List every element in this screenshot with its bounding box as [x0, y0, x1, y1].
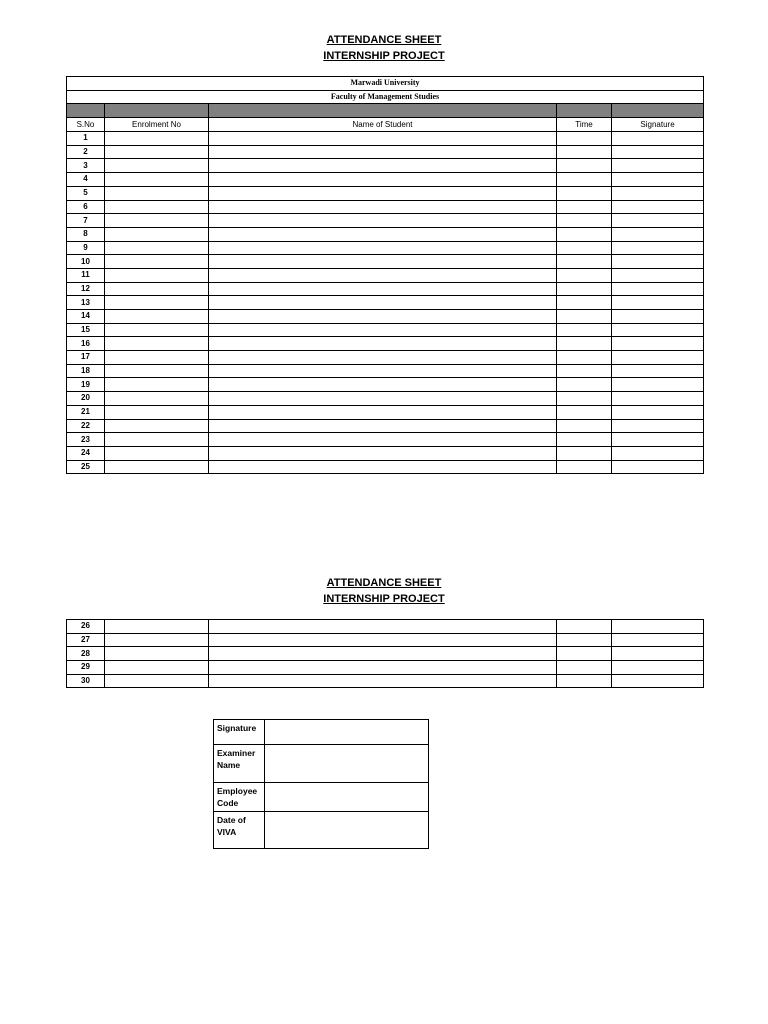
col-signature: Signature — [612, 118, 704, 132]
row-signature-cell[interactable] — [612, 159, 704, 173]
row-enrolment-cell[interactable] — [105, 323, 209, 337]
table-row — [67, 200, 704, 214]
row-enrolment-cell[interactable] — [105, 674, 209, 688]
row-time-cell[interactable] — [557, 214, 612, 228]
table-row — [67, 214, 704, 228]
col-name: Name of Student — [209, 118, 557, 132]
row-name-cell[interactable] — [209, 364, 557, 378]
table-row — [67, 378, 704, 392]
sheet-heading-1 — [0, 32, 768, 64]
row-name-cell[interactable] — [209, 661, 557, 675]
row-sno: 4 — [67, 173, 105, 187]
row-enrolment-cell[interactable] — [105, 378, 209, 392]
table-row — [67, 282, 704, 296]
row-sno: 11 — [67, 268, 105, 282]
sheet-subtitle: INTERNSHIP PROJECT — [323, 50, 445, 62]
field-label: Examiner Name — [217, 748, 256, 770]
row-signature-cell[interactable] — [612, 674, 704, 688]
table-row — [67, 433, 704, 447]
row-enrolment-cell[interactable] — [105, 392, 209, 406]
row-time-cell[interactable] — [557, 620, 612, 634]
row-sno: 27 — [67, 633, 105, 647]
row-time-cell[interactable] — [557, 173, 612, 187]
row-sno: 15 — [67, 323, 105, 337]
row-signature-cell[interactable] — [612, 296, 704, 310]
row-enrolment-cell[interactable] — [105, 460, 209, 474]
row-sno: 8 — [67, 227, 105, 241]
row-time-cell[interactable] — [557, 241, 612, 255]
row-sno: 13 — [67, 296, 105, 310]
row-signature-cell[interactable] — [612, 392, 704, 406]
row-time-cell[interactable] — [557, 186, 612, 200]
row-enrolment-cell[interactable] — [105, 255, 209, 269]
table-row — [67, 145, 704, 159]
field-label: Employee Code — [217, 786, 258, 808]
row-name-cell[interactable] — [209, 323, 557, 337]
faculty-name: Faculty of Management Studies — [67, 90, 704, 104]
row-enrolment-cell[interactable] — [105, 214, 209, 228]
examiner-label-signature — [214, 720, 265, 745]
row-enrolment-cell[interactable] — [105, 446, 209, 460]
row-name-cell[interactable] — [209, 200, 557, 214]
col-sno: S.No — [67, 118, 105, 132]
row-signature-cell[interactable] — [612, 323, 704, 337]
row-enrolment-cell[interactable] — [105, 337, 209, 351]
row-time-cell[interactable] — [557, 227, 612, 241]
table-row — [67, 337, 704, 351]
row-signature-cell[interactable] — [612, 633, 704, 647]
row-name-cell[interactable] — [209, 227, 557, 241]
row-sno: 14 — [67, 310, 105, 324]
row-enrolment-cell[interactable] — [105, 351, 209, 365]
row-name-cell[interactable] — [209, 310, 557, 324]
row-sno: 18 — [67, 364, 105, 378]
table-row — [67, 186, 704, 200]
row-name-cell[interactable] — [209, 296, 557, 310]
row-name-cell[interactable] — [209, 674, 557, 688]
row-enrolment-cell[interactable] — [105, 241, 209, 255]
row-name-cell[interactable] — [209, 214, 557, 228]
row-time-cell[interactable] — [557, 296, 612, 310]
attendance-table-2 — [66, 619, 704, 688]
row-signature-cell[interactable] — [612, 132, 704, 146]
row-enrolment-cell[interactable] — [105, 145, 209, 159]
row-sno: 22 — [67, 419, 105, 433]
row-name-cell[interactable] — [209, 268, 557, 282]
table-row — [67, 647, 704, 661]
attendance-table-1 — [66, 76, 704, 474]
row-name-cell[interactable] — [209, 241, 557, 255]
row-time-cell[interactable] — [557, 268, 612, 282]
row-sno: 1 — [67, 132, 105, 146]
row-enrolment-cell[interactable] — [105, 296, 209, 310]
row-signature-cell[interactable] — [612, 186, 704, 200]
row-signature-cell[interactable] — [612, 337, 704, 351]
row-sno: 24 — [67, 446, 105, 460]
row-time-cell[interactable] — [557, 323, 612, 337]
row-name-cell[interactable] — [209, 186, 557, 200]
table-row — [67, 460, 704, 474]
row-time-cell[interactable] — [557, 159, 612, 173]
table-row — [67, 419, 704, 433]
row-time-cell[interactable] — [557, 674, 612, 688]
column-header-row — [67, 118, 704, 132]
row-enrolment-cell[interactable] — [105, 268, 209, 282]
row-enrolment-cell[interactable] — [105, 227, 209, 241]
row-time-cell[interactable] — [557, 433, 612, 447]
row-time-cell[interactable] — [557, 460, 612, 474]
field-label: Signature — [217, 723, 257, 733]
row-time-cell[interactable] — [557, 647, 612, 661]
row-signature-cell[interactable] — [612, 364, 704, 378]
row-name-cell[interactable] — [209, 173, 557, 187]
examiner-box — [213, 719, 429, 849]
row-time-cell[interactable] — [557, 392, 612, 406]
examiner-signature-field[interactable] — [265, 720, 429, 745]
row-enrolment-cell[interactable] — [105, 282, 209, 296]
row-signature-cell[interactable] — [612, 433, 704, 447]
row-enrolment-cell[interactable] — [105, 200, 209, 214]
examiner-label-date — [214, 812, 265, 849]
field-label: Date of VIVA — [217, 815, 246, 837]
row-enrolment-cell[interactable] — [105, 647, 209, 661]
table-row — [67, 392, 704, 406]
row-time-cell[interactable] — [557, 282, 612, 296]
row-sno: 29 — [67, 661, 105, 675]
row-enrolment-cell[interactable] — [105, 364, 209, 378]
table-row — [67, 132, 704, 146]
examiner-label-code — [214, 783, 265, 812]
row-signature-cell[interactable] — [612, 227, 704, 241]
row-name-cell[interactable] — [209, 145, 557, 159]
row-signature-cell[interactable] — [612, 378, 704, 392]
row-time-cell[interactable] — [557, 633, 612, 647]
row-signature-cell[interactable] — [612, 200, 704, 214]
table-row — [67, 310, 704, 324]
row-sno: 28 — [67, 647, 105, 661]
row-signature-cell[interactable] — [612, 214, 704, 228]
row-time-cell[interactable] — [557, 132, 612, 146]
row-name-cell[interactable] — [209, 351, 557, 365]
row-sno: 17 — [67, 351, 105, 365]
table-row — [67, 296, 704, 310]
row-name-cell[interactable] — [209, 405, 557, 419]
row-signature-cell[interactable] — [612, 241, 704, 255]
row-signature-cell[interactable] — [612, 173, 704, 187]
row-sno: 12 — [67, 282, 105, 296]
row-sno: 10 — [67, 255, 105, 269]
row-enrolment-cell[interactable] — [105, 132, 209, 146]
table-row — [67, 351, 704, 365]
row-enrolment-cell[interactable] — [105, 419, 209, 433]
examiner-name-field[interactable] — [265, 745, 429, 783]
row-enrolment-cell[interactable] — [105, 433, 209, 447]
row-enrolment-cell[interactable] — [105, 186, 209, 200]
row-signature-cell[interactable] — [612, 620, 704, 634]
row-signature-cell[interactable] — [612, 351, 704, 365]
row-name-cell[interactable] — [209, 647, 557, 661]
row-name-cell[interactable] — [209, 433, 557, 447]
row-name-cell[interactable] — [209, 159, 557, 173]
row-name-cell[interactable] — [209, 633, 557, 647]
row-name-cell[interactable] — [209, 419, 557, 433]
sheet-subtitle: INTERNSHIP PROJECT — [323, 593, 445, 605]
col-time: Time — [557, 118, 612, 132]
row-time-cell[interactable] — [557, 446, 612, 460]
table-row — [67, 323, 704, 337]
table-row — [67, 227, 704, 241]
row-time-cell[interactable] — [557, 419, 612, 433]
row-enrolment-cell[interactable] — [105, 633, 209, 647]
row-sno: 21 — [67, 405, 105, 419]
table-row — [67, 405, 704, 419]
row-time-cell[interactable] — [557, 255, 612, 269]
table-row — [67, 661, 704, 675]
row-name-cell[interactable] — [209, 132, 557, 146]
row-name-cell[interactable] — [209, 620, 557, 634]
row-time-cell[interactable] — [557, 378, 612, 392]
row-signature-cell[interactable] — [612, 282, 704, 296]
row-time-cell[interactable] — [557, 145, 612, 159]
row-sno: 6 — [67, 200, 105, 214]
row-sno: 26 — [67, 620, 105, 634]
row-sno: 9 — [67, 241, 105, 255]
examiner-date-field[interactable] — [265, 812, 429, 849]
row-enrolment-cell[interactable] — [105, 620, 209, 634]
examiner-code-field[interactable] — [265, 783, 429, 812]
table-row — [67, 446, 704, 460]
row-signature-cell[interactable] — [612, 310, 704, 324]
sheet-title: ATTENDANCE SHEET — [326, 34, 442, 46]
row-time-cell[interactable] — [557, 351, 612, 365]
row-sno: 5 — [67, 186, 105, 200]
row-enrolment-cell[interactable] — [105, 661, 209, 675]
table-row — [67, 620, 704, 634]
table-row — [67, 159, 704, 173]
row-sno: 2 — [67, 145, 105, 159]
row-signature-cell[interactable] — [612, 145, 704, 159]
row-name-cell[interactable] — [209, 378, 557, 392]
table-row — [67, 241, 704, 255]
row-sno: 3 — [67, 159, 105, 173]
examiner-label-name — [214, 745, 265, 783]
row-sno: 16 — [67, 337, 105, 351]
university-name: Marwadi University — [67, 77, 704, 91]
table-row — [67, 255, 704, 269]
row-sno: 7 — [67, 214, 105, 228]
table-row — [67, 633, 704, 647]
row-time-cell[interactable] — [557, 310, 612, 324]
row-signature-cell[interactable] — [612, 268, 704, 282]
row-sno: 19 — [67, 378, 105, 392]
row-time-cell[interactable] — [557, 200, 612, 214]
header-band — [67, 104, 704, 118]
col-enrolment: Enrolment No — [105, 118, 209, 132]
row-time-cell[interactable] — [557, 364, 612, 378]
row-name-cell[interactable] — [209, 446, 557, 460]
row-enrolment-cell[interactable] — [105, 159, 209, 173]
table-row — [67, 268, 704, 282]
sheet-heading-2 — [0, 575, 768, 607]
table-row — [67, 364, 704, 378]
row-enrolment-cell[interactable] — [105, 173, 209, 187]
row-name-cell[interactable] — [209, 460, 557, 474]
row-time-cell[interactable] — [557, 661, 612, 675]
table-row — [67, 173, 704, 187]
row-enrolment-cell[interactable] — [105, 405, 209, 419]
row-time-cell[interactable] — [557, 337, 612, 351]
row-sno: 23 — [67, 433, 105, 447]
table-row — [67, 674, 704, 688]
row-sno: 25 — [67, 460, 105, 474]
row-name-cell[interactable] — [209, 255, 557, 269]
row-signature-cell[interactable] — [612, 419, 704, 433]
row-signature-cell[interactable] — [612, 647, 704, 661]
row-time-cell[interactable] — [557, 405, 612, 419]
row-signature-cell[interactable] — [612, 460, 704, 474]
row-enrolment-cell[interactable] — [105, 310, 209, 324]
row-signature-cell[interactable] — [612, 446, 704, 460]
row-sno: 20 — [67, 392, 105, 406]
row-name-cell[interactable] — [209, 282, 557, 296]
row-name-cell[interactable] — [209, 337, 557, 351]
row-signature-cell[interactable] — [612, 405, 704, 419]
row-signature-cell[interactable] — [612, 661, 704, 675]
sheet-title: ATTENDANCE SHEET — [326, 577, 442, 589]
row-name-cell[interactable] — [209, 392, 557, 406]
row-sno: 30 — [67, 674, 105, 688]
row-signature-cell[interactable] — [612, 255, 704, 269]
